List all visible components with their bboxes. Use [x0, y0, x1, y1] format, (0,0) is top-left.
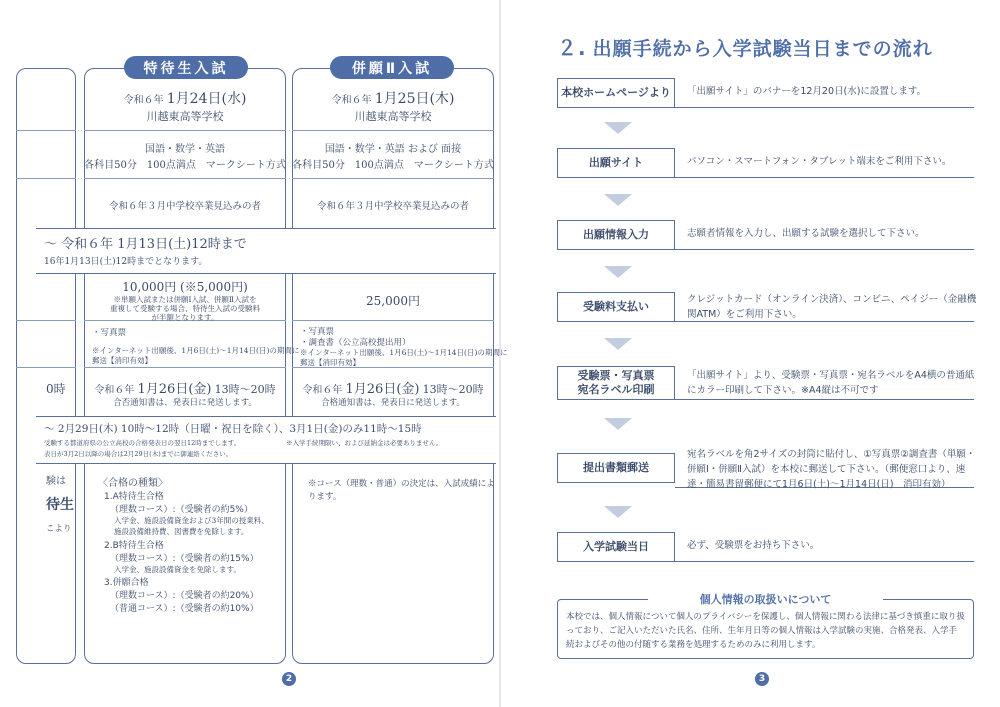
flow-step-info-input — [557, 220, 974, 250]
step-underline — [675, 107, 974, 108]
step-desc: 「出願サイト」のバナーを12月20日(水)に設置します。 — [687, 86, 927, 97]
row-divider — [16, 320, 76, 321]
eligibility-b: 令和６年３月中学校卒業見込みの者 — [108, 201, 261, 212]
flow-arrow-icon — [604, 506, 632, 518]
enrollment-procedure-band — [36, 416, 496, 464]
privacy-title: 個人情報の取扱いについて — [648, 591, 883, 607]
col-a-text-3: こより — [46, 524, 72, 534]
step-label: 入学試験当日 — [557, 532, 675, 562]
type-a-sub: （理数コース）:（受験者の約5%） — [110, 505, 253, 515]
venue-b: 川越東高等学校 — [146, 110, 224, 123]
flow-step-mailing — [557, 448, 974, 488]
result-date-c: 令和６年 1月26日(金) 13時～20時 — [302, 382, 484, 397]
exam-format-c: 各科目50分 100点満点 マークシート方式 — [292, 160, 494, 171]
result-a: 0時 — [46, 382, 66, 396]
flow-arrow-icon — [604, 266, 632, 278]
type-c-sub1: （理数コース）:（受験者の約20%） — [110, 591, 259, 601]
flow-arrow-icon — [604, 122, 632, 134]
type-a-desc1: 入学金、施設設備資金および3年間の授業料、 — [114, 516, 269, 525]
step-desc: クレジットカード（オンライン決済）、コンビニ、ペイジー（金融機関ATM）をご利用下さい。 — [687, 294, 977, 320]
step-label: 受験料支払い — [557, 292, 675, 322]
row-divider — [292, 320, 494, 321]
step-underline — [675, 399, 974, 400]
row-divider — [292, 178, 494, 179]
application-deadline-band — [36, 228, 496, 274]
step-underline — [675, 561, 974, 562]
types-title: 〈合格の種類〉 — [98, 478, 168, 489]
step-underline — [675, 177, 974, 178]
docs-b-item1: ・写真票 — [92, 328, 127, 338]
step-underline — [675, 249, 974, 250]
type-b-desc: 入学金、施設設備資金を免除します。 — [114, 565, 241, 574]
deadline-main: ～ 令和６年 1月13日(土)12時まで — [44, 237, 247, 252]
row-divider — [16, 178, 76, 179]
step-desc: 志願者情報を入力し、出願する試験を選択して下さい。 — [687, 228, 925, 239]
fee-note-b1: ※単願入試または併願Ⅰ入試、併願Ⅱ入試を — [113, 295, 257, 304]
type-c-title: 3.併願合格 — [104, 578, 149, 588]
fee-c: 25,000円 — [366, 294, 420, 308]
procedure-note-c: 表日が3月2日以降の場合は2月29日(木)までに御連絡ください。 — [44, 450, 233, 458]
flow-step-print — [557, 366, 974, 400]
flow-step-homepage — [557, 78, 974, 108]
step-label: 出願情報入力 — [557, 220, 675, 250]
subjects-b: 国語・数学・英語 — [145, 144, 225, 155]
row-divider — [16, 367, 76, 368]
procedure-note-a: 受験する都道府県の公立高校の合格発表日の翌日12時までします。 — [44, 439, 241, 447]
date-c: 令和６年 1月25日(木) — [331, 91, 455, 107]
step-label-line1: 受験票・写真票 — [577, 369, 655, 382]
flow-arrow-icon — [604, 418, 632, 430]
row-divider — [292, 130, 494, 131]
result-note-c: 合格通知書は、発表日に発送します。 — [321, 398, 465, 408]
fee-note-b2: 重複して受験する場合、特待生入試の受験料 — [110, 304, 260, 313]
step-label — [557, 366, 675, 400]
course-note-1: ※コース（理数・普通）の決定は、入試成績によ — [308, 479, 495, 489]
row-divider — [84, 178, 286, 179]
docs-b-note2: 郵送【消印有効】 — [92, 356, 152, 365]
privacy-notice — [557, 593, 974, 659]
exam-format-b: 各科目50分 100点満点 マークシート方式 — [84, 160, 286, 171]
flow-arrow-icon — [604, 194, 632, 206]
procedure-main: ～ 2月29日(木) 10時～12時（日曜・祝日を除く）、3月1日(金)のみ11時～15時 — [44, 423, 422, 435]
flow-step-payment — [557, 292, 977, 322]
section-title-text: 出願手続から入学試験当日までの流れ — [592, 38, 933, 60]
fee-b: 10,000円 (※5,000円) — [122, 280, 248, 294]
header-heigan2: 併願Ⅱ入試 — [330, 56, 454, 79]
col-a-text-1: 験は — [46, 476, 66, 487]
type-c-sub2: （普通コース）:（受験者の約10%） — [110, 604, 259, 614]
type-b-sub: （理数コース）:（受験者の約15%） — [110, 554, 259, 564]
row-divider — [16, 130, 76, 131]
page-number-left: 2 — [282, 672, 296, 686]
type-a-desc2: 施設設備維持費、図書費を免除します。 — [114, 527, 249, 536]
eligibility-c: 令和６年３月中学校卒業見込みの者 — [316, 201, 469, 212]
privacy-body: 本校では、個人情報について個人のプライバシーを保護し、個人情報に関わる法律に基づき慎重に取り扱っており、ご記入いただいた氏名、住所、生年月日等の個人情報は入学試験の実施、合格発表、入学手続およびその他の付随する業務を処理するためのみに利用します。 — [566, 612, 965, 650]
type-a-title: 1.A特待生合格 — [104, 492, 164, 502]
type-b-title: 2.B特待生合格 — [104, 541, 164, 551]
step-label: 出願サイト — [557, 148, 675, 178]
subjects-c: 国語・数学・英語 および 面接 — [324, 144, 462, 155]
row-divider — [84, 130, 286, 131]
section-number: ２. — [557, 36, 587, 60]
date-b: 令和６年 1月24日(水) — [123, 91, 247, 107]
col-a-text-2: 待生 — [46, 497, 74, 513]
flow-arrow-icon — [604, 338, 632, 350]
deadline-note: 16年1月13日(土)12時までとなります。 — [44, 257, 208, 267]
flow-step-exam-day — [557, 532, 974, 562]
fee-note-b3: が半額となります。 — [151, 313, 219, 322]
result-note-b: 合否通知書は、発表日に発送します。 — [113, 398, 257, 408]
procedure-note-b: ※入学手続期限い、および延納金は必要ありません。 — [286, 439, 443, 447]
step-desc: パソコン・スマートフォン・タブレット端末をご利用下さい。 — [687, 156, 952, 167]
step-desc: 宛名ラベルを角2サイズの封筒に貼付し、①写真票②調査書（単願・併願Ⅰ・併願Ⅱ入試）を本校に郵送して下さい。（郵便窓口より、速達・簡易書留郵便にて1月6日(土)～1月14日(日) 消印有効） — [687, 449, 976, 490]
docs-c-item1: ・写真票 — [300, 327, 335, 337]
step-desc: 「出願サイト」より、受験票・写真票・宛名ラベルをA4横の普通紙にカラー印刷して下さい。※A4縦は不可です — [687, 370, 975, 396]
venue-c: 川越東高等学校 — [354, 110, 432, 123]
row-divider — [84, 367, 286, 368]
flow-step-application-site — [557, 148, 974, 178]
header-tokutaisei: 特待生入試 — [124, 56, 248, 79]
course-note-2: ります。 — [308, 492, 342, 502]
docs-c-note1: ※インターネット出願後、1月6日(土)～1月14日(日)の期間に — [300, 348, 508, 357]
column-partial — [16, 68, 76, 664]
docs-c-note2: 郵送【消印有効】 — [300, 358, 360, 367]
step-label: 本校ホームページより — [557, 78, 675, 108]
step-label: 提出書類郵送 — [557, 453, 675, 483]
section-title — [557, 32, 933, 61]
step-label-line2: 宛名ラベル印刷 — [577, 383, 655, 396]
step-desc: 必ず、受験票をお持ち下さい。 — [687, 540, 820, 551]
docs-c-item2: ・調査書（公立高校提出用） — [300, 338, 411, 348]
docs-b-note1: ※インターネット出願後、1月6日(土)～1月14日(日)の期間に — [92, 346, 300, 355]
page-number-right: 3 — [755, 672, 769, 686]
result-date-b: 令和６年 1月26日(金) 13時～20時 — [94, 382, 276, 397]
